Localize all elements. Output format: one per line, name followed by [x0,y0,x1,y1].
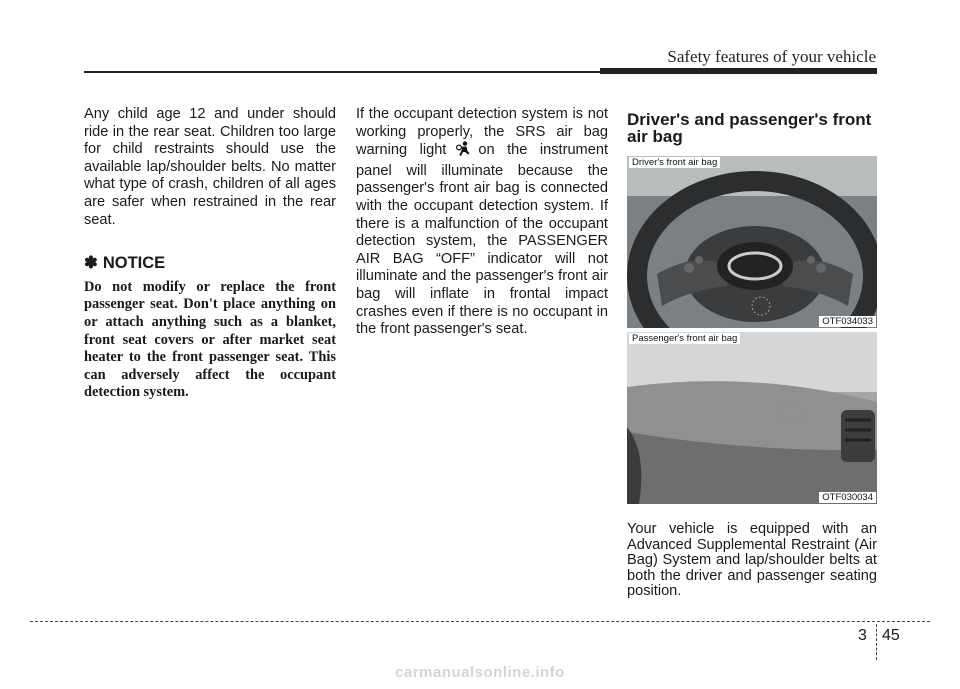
figure-code: OTF034033 [819,316,876,327]
header-rule-accent [600,68,877,74]
airbag-section-heading: Driver's and passenger's front air bag [627,110,872,146]
passenger-airbag-photo [627,332,877,504]
ods-paragraph-part1: If the occupant detection system is not working properly, the SRS air bag warning light [356,106,608,159]
notice-body: Do not modify or replace the front passenger seat. Don't place anything on or attach anything such as a blanket, front seat covers or after market seat heater to the front passenger seat. This can adversely affect the occupant detection system. [84,278,336,401]
figure-caption: Passenger's front air bag [629,333,740,344]
figure-caption: Driver's front air bag [629,157,720,168]
figure-code: OTF030034 [819,492,876,503]
watermark: carmanualsonline.info [395,664,565,681]
column-middle [356,106,608,339]
airbag-system-paragraph: Your vehicle is equipped with an Advanced Supplemental Restraint (Air Bag) System and lap/shoulder belts at both the driver and passenger seating position. [627,521,877,599]
column-right-heading [627,111,877,145]
dashboard-illustration [627,332,877,504]
driver-airbag-photo [627,156,877,328]
footer-rule [30,621,930,622]
ods-paragraph-part2: on the instrument panel will illuminate because the passenger's front air bag is connected with the occupant detection system. If there is a malfunction of the occupant detection system, the PASSENGER AIR BAG “OFF” indicator will not illuminate and the passenger's front air bag will inflate in frontal impact crashes even if there is no occupant in the front passenger's seat. [356,142,608,338]
header-rule [84,71,600,73]
column-left [84,106,336,402]
notice-heading [84,255,336,273]
child-seating-paragraph: Any child age 12 and under should ride in the rear seat. Children too large for child restraints should use the available lap/shoulder belts. No matter what type of crash, children of all ages are safer when restrained in the rear seat. [84,106,336,228]
page-number-divider [876,624,877,660]
airbag-warning-icon [456,141,472,163]
page-number: 45 [882,627,900,644]
section-title: Safety features of your vehicle [667,47,876,66]
notice-title: NOTICE [102,254,166,273]
chapter-number: 3 [858,627,867,644]
steering-wheel-illustration [627,156,877,328]
notice-star-icon: ✽ [84,254,98,273]
